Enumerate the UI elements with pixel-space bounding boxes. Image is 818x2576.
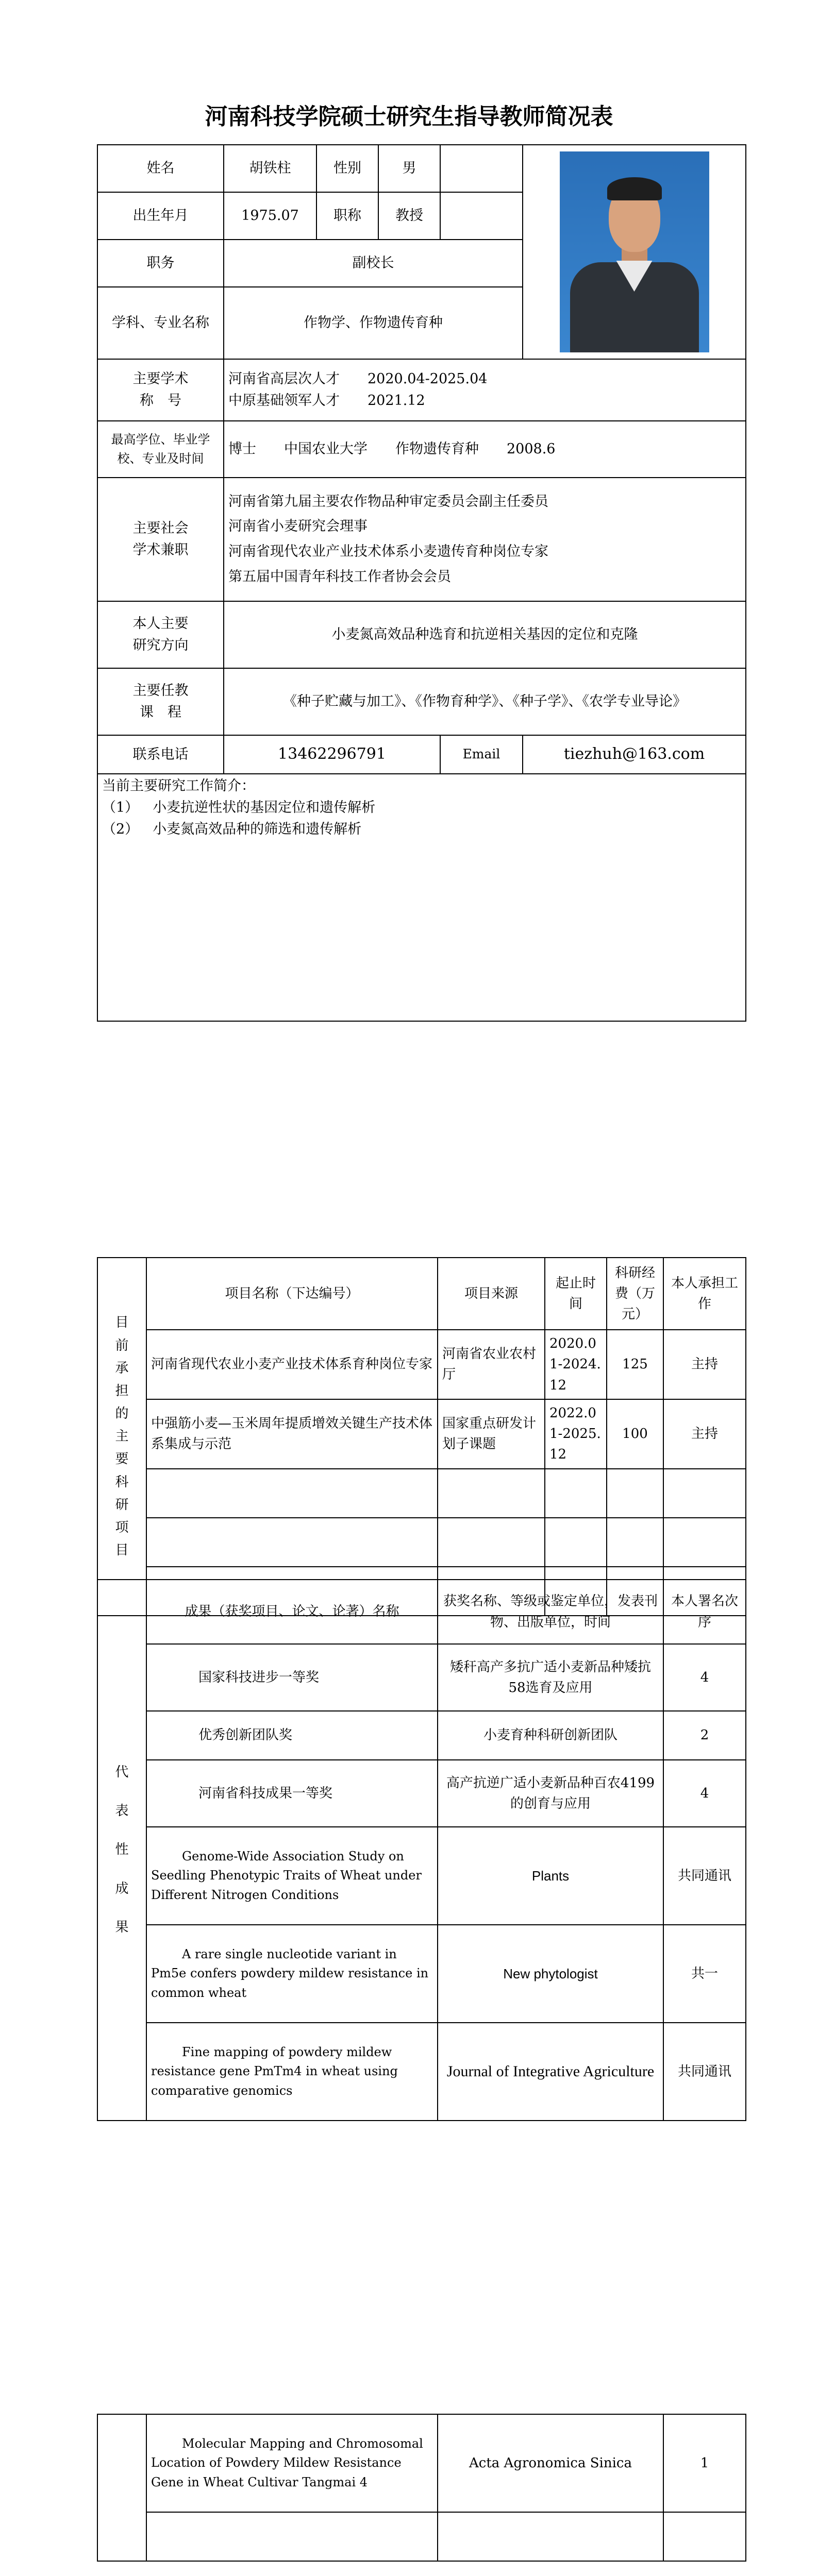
table-row bbox=[97, 1827, 746, 1925]
achievement-info: Plants bbox=[438, 1827, 663, 1925]
project-source: 国家重点研发计划子课题 bbox=[438, 1399, 545, 1469]
table-row bbox=[97, 1469, 746, 1518]
degree-info: 博士 中国农业大学 作物遗传育种 2008.6 bbox=[224, 421, 746, 478]
achievement-rank: 4 bbox=[663, 1760, 746, 1827]
research-label: 本人主要 研究方向 bbox=[97, 601, 224, 668]
title-value: 教授 bbox=[378, 192, 440, 240]
photo-cell bbox=[523, 145, 746, 359]
table-row bbox=[97, 1760, 746, 1827]
discipline-label: 学科、专业名称 bbox=[97, 287, 224, 359]
position-value: 副校长 bbox=[224, 240, 523, 287]
achievement-name: Genome-Wide Association Study on Seedling Phenotypic Traits of Wheat under Different Nitrogen Conditions bbox=[146, 1827, 438, 1925]
achievement-info: Journal of Integrative Agriculture bbox=[438, 2023, 663, 2121]
email-label: Email bbox=[440, 735, 523, 774]
achievement-name: A rare single nucleotide variant in Pm5e confers powdery mildew resistance in common wheat bbox=[146, 1925, 438, 2023]
projects-side-label: 目前承担的主要科研项目 bbox=[97, 1258, 146, 1616]
projects-table bbox=[97, 1257, 746, 1616]
achievement-name: 优秀创新团队奖 bbox=[146, 1711, 438, 1760]
achievement-name: 国家科技进步一等奖 bbox=[146, 1644, 438, 1711]
table-row bbox=[97, 1518, 746, 1567]
courses-value: 《种子贮藏与加工》、《作物育种学》、《种子学》、《农学专业导论》 bbox=[224, 668, 746, 735]
table-row bbox=[97, 1644, 746, 1711]
work-intro: 当前主要研究工作简介： （1） 小麦抗逆性状的基因定位和遗传解析 （2） 小麦氮高效品种的筛选和遗传解析 bbox=[97, 774, 746, 1021]
honors-label: 主要学术 称 号 bbox=[97, 359, 224, 421]
social-list: 河南省第九届主要农作物品种审定委员会副主任委员 河南省小麦研究会理事 河南省现代农业产业技术体系小麦遗传育种岗位专家 第五届中国青年科技工作者协会会员 bbox=[224, 478, 746, 601]
research-value: 小麦氮高效品种选育和抗逆相关基因的定位和克隆 bbox=[224, 601, 746, 668]
phone-value: 13462296791 bbox=[224, 735, 440, 774]
table-row bbox=[97, 1399, 746, 1469]
project-name: 中强筋小麦—玉米周年提质增效关键生产技术体系集成与示范 bbox=[146, 1399, 438, 1469]
achievement-rank: 共同通讯 bbox=[663, 2023, 746, 2121]
achievement-info: Acta Agronomica Sinica bbox=[438, 2414, 663, 2512]
table-row bbox=[97, 2512, 746, 2561]
project-name: 河南省现代农业小麦产业技术体系育种岗位专家 bbox=[146, 1330, 438, 1399]
email-value: tiezhuh@163.com bbox=[523, 735, 746, 774]
birth-label: 出生年月 bbox=[97, 192, 224, 240]
achievement-rank: 4 bbox=[663, 1644, 746, 1711]
projects-header-period: 起止时间 bbox=[545, 1258, 607, 1330]
projects-header-name: 项目名称（下达编号） bbox=[146, 1258, 438, 1330]
project-period: 2022.01-2025.12 bbox=[545, 1399, 607, 1469]
projects-header-source: 项目来源 bbox=[438, 1258, 545, 1330]
project-funds: 125 bbox=[607, 1330, 663, 1399]
table-row bbox=[97, 1330, 746, 1399]
project-period: 2020.01-2024.12 bbox=[545, 1330, 607, 1399]
achievements-continued-table bbox=[97, 2414, 746, 2562]
achievements-side-label: 代表性成果 bbox=[97, 1580, 146, 2121]
achievements-header-name: 成果（获奖项目、论文、论著）名称 bbox=[146, 1580, 438, 1644]
table-row bbox=[97, 1711, 746, 1760]
achievement-name: Molecular Mapping and Chromosomal Location of Powdery Mildew Resistance Gene in Wheat Cultivar Tangmai 4 bbox=[146, 2414, 438, 2512]
gender-value: 男 bbox=[378, 145, 440, 192]
title-label: 职称 bbox=[316, 192, 378, 240]
projects-header-role: 本人承担工作 bbox=[663, 1258, 746, 1330]
achievement-info: 高产抗逆广适小麦新品种百农4199的创育与应用 bbox=[438, 1760, 663, 1827]
achievement-rank: 2 bbox=[663, 1711, 746, 1760]
project-role: 主持 bbox=[663, 1399, 746, 1469]
discipline-value: 作物学、作物遗传育种 bbox=[224, 287, 523, 359]
name-value: 胡铁柱 bbox=[224, 145, 316, 192]
profile-table bbox=[97, 144, 746, 1022]
achievement-name: 河南省科技成果一等奖 bbox=[146, 1760, 438, 1827]
achievement-rank: 共一 bbox=[663, 1925, 746, 2023]
table-row bbox=[97, 2414, 746, 2512]
phone-label: 联系电话 bbox=[97, 735, 224, 774]
table-row bbox=[97, 2023, 746, 2121]
gender-label: 性别 bbox=[316, 145, 378, 192]
profile-photo bbox=[560, 151, 709, 352]
achievement-rank: 1 bbox=[663, 2414, 746, 2512]
document-title: 河南科技学院硕士研究生指导教师简况表 bbox=[205, 104, 613, 130]
projects-header-funds: 科研经费（万元） bbox=[607, 1258, 663, 1330]
project-source: 河南省农业农村厅 bbox=[438, 1330, 545, 1399]
table-row bbox=[97, 1925, 746, 2023]
achievement-name: Fine mapping of powdery mildew resistance gene PmTm4 in wheat using comparative genomics bbox=[146, 2023, 438, 2121]
achievements-table bbox=[97, 1579, 746, 2121]
achievements-header-rank: 本人署名次序 bbox=[663, 1580, 746, 1644]
position-label: 职务 bbox=[97, 240, 224, 287]
degree-label: 最高学位、毕业学校、专业及时间 bbox=[97, 421, 224, 478]
birth-value: 1975.07 bbox=[224, 192, 316, 240]
achievement-info: New phytologist bbox=[438, 1925, 663, 2023]
achievement-info: 矮秆高产多抗广适小麦新品种矮抗58选育及应用 bbox=[438, 1644, 663, 1711]
name-label: 姓名 bbox=[97, 145, 224, 192]
achievements-header-info: 获奖名称、等级或鉴定单位，发表刊物、出版单位，时间 bbox=[438, 1580, 663, 1644]
project-role: 主持 bbox=[663, 1330, 746, 1399]
achievement-info: 小麦育种科研创新团队 bbox=[438, 1711, 663, 1760]
achievement-rank: 共同通讯 bbox=[663, 1827, 746, 1925]
project-funds: 100 bbox=[607, 1399, 663, 1469]
courses-label: 主要任教 课 程 bbox=[97, 668, 224, 735]
honors-list: 河南省高层次人才 2020.04-2025.04 中原基础领军人才 2021.12 bbox=[224, 359, 746, 421]
social-label: 主要社会 学术兼职 bbox=[97, 478, 224, 601]
